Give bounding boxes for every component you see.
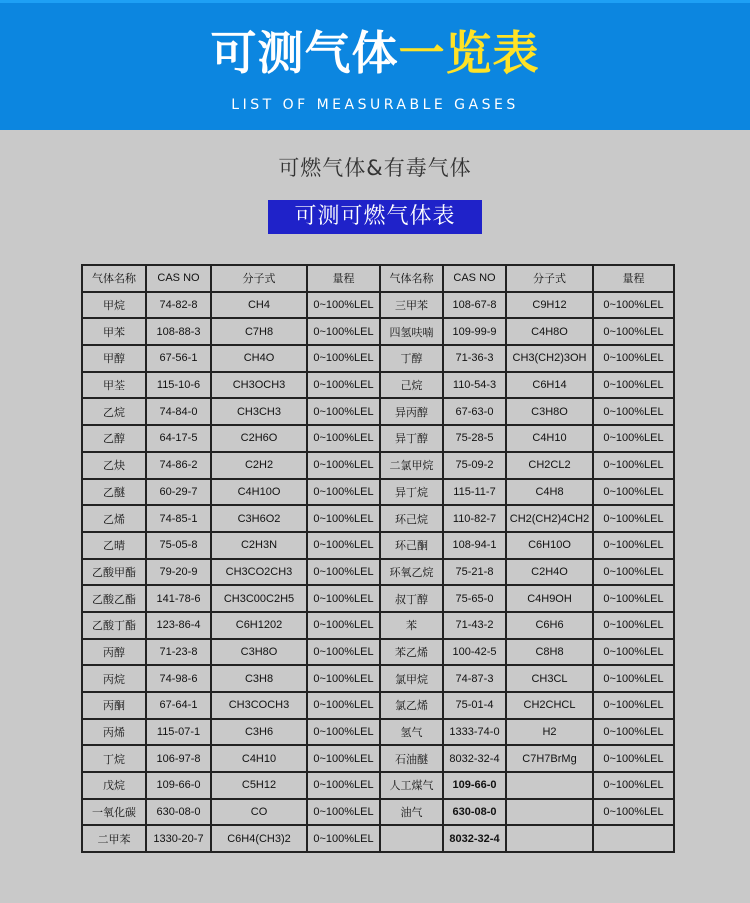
gas-table-container bbox=[81, 264, 675, 853]
table-cell: 乙酸丁酯 bbox=[82, 612, 146, 639]
table-cell: 氯甲烷 bbox=[380, 665, 443, 692]
table-row bbox=[82, 292, 674, 319]
table-cell: 0~100%LEL bbox=[593, 372, 674, 399]
table-cell: 0~100%LEL bbox=[307, 425, 380, 452]
table-cell: 0~100%LEL bbox=[593, 692, 674, 719]
table-cell: 108-94-1 bbox=[443, 532, 506, 559]
table-cell: 75-05-8 bbox=[146, 532, 211, 559]
table-cell: 苯 bbox=[380, 612, 443, 639]
table-row bbox=[82, 479, 674, 506]
table-row bbox=[82, 345, 674, 372]
table-cell: 75-01-4 bbox=[443, 692, 506, 719]
table-cell: CH3CO2CH3 bbox=[211, 559, 307, 586]
table-cell: 106-97-8 bbox=[146, 745, 211, 772]
table-cell: CH3COCH3 bbox=[211, 692, 307, 719]
table-cell: 乙醚 bbox=[82, 479, 146, 506]
section-badge: 可测可燃气体表 bbox=[268, 200, 482, 234]
table-cell: 109-99-9 bbox=[443, 318, 506, 345]
table-cell: 0~100%LEL bbox=[307, 532, 380, 559]
table-cell: C6H1202 bbox=[211, 612, 307, 639]
table-cell: C4H9OH bbox=[506, 585, 593, 612]
table-cell: 0~100%LEL bbox=[307, 479, 380, 506]
table-cell: 0~100%LEL bbox=[307, 745, 380, 772]
table-cell: CH2(CH2)4CH2 bbox=[506, 505, 593, 532]
table-cell: 100-42-5 bbox=[443, 639, 506, 666]
table-cell: 二甲苯 bbox=[82, 825, 146, 852]
table-cell: 0~100%LEL bbox=[593, 559, 674, 586]
table-row bbox=[82, 398, 674, 425]
column-header: 量程 bbox=[307, 265, 380, 292]
column-header: 分子式 bbox=[506, 265, 593, 292]
table-cell: 71-23-8 bbox=[146, 639, 211, 666]
table-cell bbox=[380, 825, 443, 852]
table-cell: 乙酸乙酯 bbox=[82, 585, 146, 612]
table-cell: 8032-32-4 bbox=[443, 825, 506, 852]
table-body bbox=[82, 292, 674, 852]
table-cell: 123-86-4 bbox=[146, 612, 211, 639]
table-cell: C2H6O bbox=[211, 425, 307, 452]
table-cell: 115-10-6 bbox=[146, 372, 211, 399]
table-cell: 0~100%LEL bbox=[593, 772, 674, 799]
table-cell: 0~100%LEL bbox=[593, 505, 674, 532]
table-cell: C3H8O bbox=[211, 639, 307, 666]
table-cell: 0~100%LEL bbox=[593, 479, 674, 506]
table-cell: 叔丁醇 bbox=[380, 585, 443, 612]
table-cell: C3H6O2 bbox=[211, 505, 307, 532]
table-cell: 环己烷 bbox=[380, 505, 443, 532]
table-row bbox=[82, 799, 674, 826]
table-cell: 0~100%LEL bbox=[593, 665, 674, 692]
table-cell: C3H6 bbox=[211, 719, 307, 746]
table-row bbox=[82, 612, 674, 639]
table-cell: C4H8 bbox=[506, 479, 593, 506]
table-cell: 0~100%LEL bbox=[307, 345, 380, 372]
table-cell: 67-63-0 bbox=[443, 398, 506, 425]
table-cell: 甲醇 bbox=[82, 345, 146, 372]
table-cell: 0~100%LEL bbox=[593, 799, 674, 826]
table-cell: 0~100%LEL bbox=[307, 772, 380, 799]
table-row bbox=[82, 692, 674, 719]
table-cell: 0~100%LEL bbox=[593, 719, 674, 746]
table-cell: 一氧化碳 bbox=[82, 799, 146, 826]
column-header: 气体名称 bbox=[380, 265, 443, 292]
table-cell: 乙酸甲酯 bbox=[82, 559, 146, 586]
table-cell: 8032-32-4 bbox=[443, 745, 506, 772]
table-cell: CH3CL bbox=[506, 665, 593, 692]
table-cell: 0~100%LEL bbox=[593, 639, 674, 666]
table-cell: 戊烷 bbox=[82, 772, 146, 799]
table-cell: 石油醚 bbox=[380, 745, 443, 772]
section-title: 可燃气体&有毒气体 bbox=[278, 156, 472, 180]
banner-title-white: 可测气体 bbox=[210, 26, 399, 80]
table-cell: 人工煤气 bbox=[380, 772, 443, 799]
table-cell: 丙醇 bbox=[82, 639, 146, 666]
table-cell: 74-87-3 bbox=[443, 665, 506, 692]
table-cell: C6H14 bbox=[506, 372, 593, 399]
table-cell: 0~100%LEL bbox=[307, 398, 380, 425]
table-cell: 0~100%LEL bbox=[593, 585, 674, 612]
table-cell: 71-36-3 bbox=[443, 345, 506, 372]
table-cell: C7H7BrMg bbox=[506, 745, 593, 772]
table-cell: C7H8 bbox=[211, 318, 307, 345]
table-cell: 630-08-0 bbox=[443, 799, 506, 826]
table-cell: 乙烯 bbox=[82, 505, 146, 532]
table-cell: 环己酮 bbox=[380, 532, 443, 559]
table-cell: 环氧乙烷 bbox=[380, 559, 443, 586]
table-cell: 75-21-8 bbox=[443, 559, 506, 586]
table-cell: C3H8 bbox=[211, 665, 307, 692]
header-banner bbox=[0, 0, 750, 130]
table-cell: 1333-74-0 bbox=[443, 719, 506, 746]
table-cell bbox=[506, 772, 593, 799]
table-cell: 0~100%LEL bbox=[593, 745, 674, 772]
table-cell: 110-82-7 bbox=[443, 505, 506, 532]
table-cell: 0~100%LEL bbox=[307, 292, 380, 319]
table-row bbox=[82, 452, 674, 479]
table-cell: C4H8O bbox=[506, 318, 593, 345]
table-cell: 0~100%LEL bbox=[307, 639, 380, 666]
table-cell: 丁醇 bbox=[380, 345, 443, 372]
table-cell: 75-28-5 bbox=[443, 425, 506, 452]
column-header: 量程 bbox=[593, 265, 674, 292]
table-cell: 乙晴 bbox=[82, 532, 146, 559]
table-cell: 0~100%LEL bbox=[593, 425, 674, 452]
table-cell: 110-54-3 bbox=[443, 372, 506, 399]
banner-title-yellow: 一览表 bbox=[398, 26, 540, 80]
table-cell: 75-09-2 bbox=[443, 452, 506, 479]
table-cell: C4H10 bbox=[211, 745, 307, 772]
table-row bbox=[82, 505, 674, 532]
table-row bbox=[82, 719, 674, 746]
table-cell: 64-17-5 bbox=[146, 425, 211, 452]
column-header: 气体名称 bbox=[82, 265, 146, 292]
table-cell: 67-64-1 bbox=[146, 692, 211, 719]
table-cell: 0~100%LEL bbox=[593, 345, 674, 372]
table-cell: 己烷 bbox=[380, 372, 443, 399]
table-cell: 乙炔 bbox=[82, 452, 146, 479]
table-row bbox=[82, 745, 674, 772]
table-cell: 丙酮 bbox=[82, 692, 146, 719]
table-cell: 乙醇 bbox=[82, 425, 146, 452]
table-cell: 异丁醇 bbox=[380, 425, 443, 452]
table-cell: CH3OCH3 bbox=[211, 372, 307, 399]
table-cell: CH2CL2 bbox=[506, 452, 593, 479]
table-cell: 丁烷 bbox=[82, 745, 146, 772]
table-cell: C2H3N bbox=[211, 532, 307, 559]
table-cell: 甲苯 bbox=[82, 318, 146, 345]
table-cell: 0~100%LEL bbox=[593, 318, 674, 345]
table-cell: 109-66-0 bbox=[146, 772, 211, 799]
table-cell: 异丁烷 bbox=[380, 479, 443, 506]
table-cell bbox=[506, 799, 593, 826]
table-cell: C4H10O bbox=[211, 479, 307, 506]
table-cell: 0~100%LEL bbox=[593, 612, 674, 639]
table-cell: 0~100%LEL bbox=[307, 719, 380, 746]
table-cell: 0~100%LEL bbox=[307, 372, 380, 399]
table-cell: 79-20-9 bbox=[146, 559, 211, 586]
table-cell bbox=[506, 825, 593, 852]
table-cell: 0~100%LEL bbox=[307, 612, 380, 639]
table-cell: 甲荃 bbox=[82, 372, 146, 399]
column-header: CAS NO bbox=[146, 265, 211, 292]
table-cell: 141-78-6 bbox=[146, 585, 211, 612]
table-cell: C2H4O bbox=[506, 559, 593, 586]
table-cell: 630-08-0 bbox=[146, 799, 211, 826]
table-cell: CH2CHCL bbox=[506, 692, 593, 719]
table-cell: 丙烷 bbox=[82, 665, 146, 692]
table-cell: 74-86-2 bbox=[146, 452, 211, 479]
table-cell: 0~100%LEL bbox=[593, 398, 674, 425]
table-cell: 三甲苯 bbox=[380, 292, 443, 319]
table-cell: H2 bbox=[506, 719, 593, 746]
table-cell: 苯乙烯 bbox=[380, 639, 443, 666]
table-row bbox=[82, 825, 674, 852]
table-cell: 0~100%LEL bbox=[593, 292, 674, 319]
table-cell: 氢气 bbox=[380, 719, 443, 746]
table-cell: 0~100%LEL bbox=[307, 559, 380, 586]
table-cell: 74-82-8 bbox=[146, 292, 211, 319]
table-cell: C8H8 bbox=[506, 639, 593, 666]
table-row bbox=[82, 639, 674, 666]
table-cell: 二氯甲烷 bbox=[380, 452, 443, 479]
table-cell: 74-85-1 bbox=[146, 505, 211, 532]
table-cell: 0~100%LEL bbox=[307, 585, 380, 612]
table-cell bbox=[593, 825, 674, 852]
table-cell: 115-11-7 bbox=[443, 479, 506, 506]
table-cell: 74-98-6 bbox=[146, 665, 211, 692]
table-cell: C9H12 bbox=[506, 292, 593, 319]
table-row bbox=[82, 372, 674, 399]
table-cell: 乙烷 bbox=[82, 398, 146, 425]
table-header-row bbox=[82, 265, 674, 292]
table-cell: 60-29-7 bbox=[146, 479, 211, 506]
column-header: CAS NO bbox=[443, 265, 506, 292]
table-cell: 74-84-0 bbox=[146, 398, 211, 425]
table-cell: C5H12 bbox=[211, 772, 307, 799]
table-cell: 0~100%LEL bbox=[307, 825, 380, 852]
table-cell: 0~100%LEL bbox=[307, 318, 380, 345]
table-row bbox=[82, 585, 674, 612]
table-cell: 四氢呋喃 bbox=[380, 318, 443, 345]
table-cell: C6H10O bbox=[506, 532, 593, 559]
table-cell: 0~100%LEL bbox=[307, 505, 380, 532]
banner-title bbox=[0, 25, 750, 81]
table-cell: CO bbox=[211, 799, 307, 826]
table-cell: CH3(CH2)3OH bbox=[506, 345, 593, 372]
table-row bbox=[82, 532, 674, 559]
table-cell: C2H2 bbox=[211, 452, 307, 479]
banner-subtitle: LIST OF MEASURABLE GASES bbox=[231, 97, 519, 113]
table-cell: C3H8O bbox=[506, 398, 593, 425]
column-header: 分子式 bbox=[211, 265, 307, 292]
table-row bbox=[82, 425, 674, 452]
table-cell: 71-43-2 bbox=[443, 612, 506, 639]
table-row bbox=[82, 665, 674, 692]
table-cell: C6H6 bbox=[506, 612, 593, 639]
gas-table bbox=[81, 264, 675, 853]
table-row bbox=[82, 318, 674, 345]
table-cell: CH4 bbox=[211, 292, 307, 319]
table-row bbox=[82, 772, 674, 799]
table-cell: CH3CH3 bbox=[211, 398, 307, 425]
table-cell: CH3C00C2H5 bbox=[211, 585, 307, 612]
table-cell: 油气 bbox=[380, 799, 443, 826]
table-cell: 1330-20-7 bbox=[146, 825, 211, 852]
table-cell: 0~100%LEL bbox=[593, 452, 674, 479]
table-row bbox=[82, 559, 674, 586]
table-cell: 0~100%LEL bbox=[593, 532, 674, 559]
table-cell: 115-07-1 bbox=[146, 719, 211, 746]
table-cell: 108-67-8 bbox=[443, 292, 506, 319]
table-cell: 0~100%LEL bbox=[307, 665, 380, 692]
table-cell: 0~100%LEL bbox=[307, 799, 380, 826]
table-cell: 67-56-1 bbox=[146, 345, 211, 372]
table-cell: 异丙醇 bbox=[380, 398, 443, 425]
table-cell: 109-66-0 bbox=[443, 772, 506, 799]
table-cell: 丙烯 bbox=[82, 719, 146, 746]
table-cell: C6H4(CH3)2 bbox=[211, 825, 307, 852]
table-cell: 0~100%LEL bbox=[307, 692, 380, 719]
table-cell: 108-88-3 bbox=[146, 318, 211, 345]
table-cell: CH4O bbox=[211, 345, 307, 372]
table-cell: 甲烷 bbox=[82, 292, 146, 319]
table-cell: C4H10 bbox=[506, 425, 593, 452]
table-cell: 0~100%LEL bbox=[307, 452, 380, 479]
table-cell: 氯乙烯 bbox=[380, 692, 443, 719]
table-cell: 75-65-0 bbox=[443, 585, 506, 612]
